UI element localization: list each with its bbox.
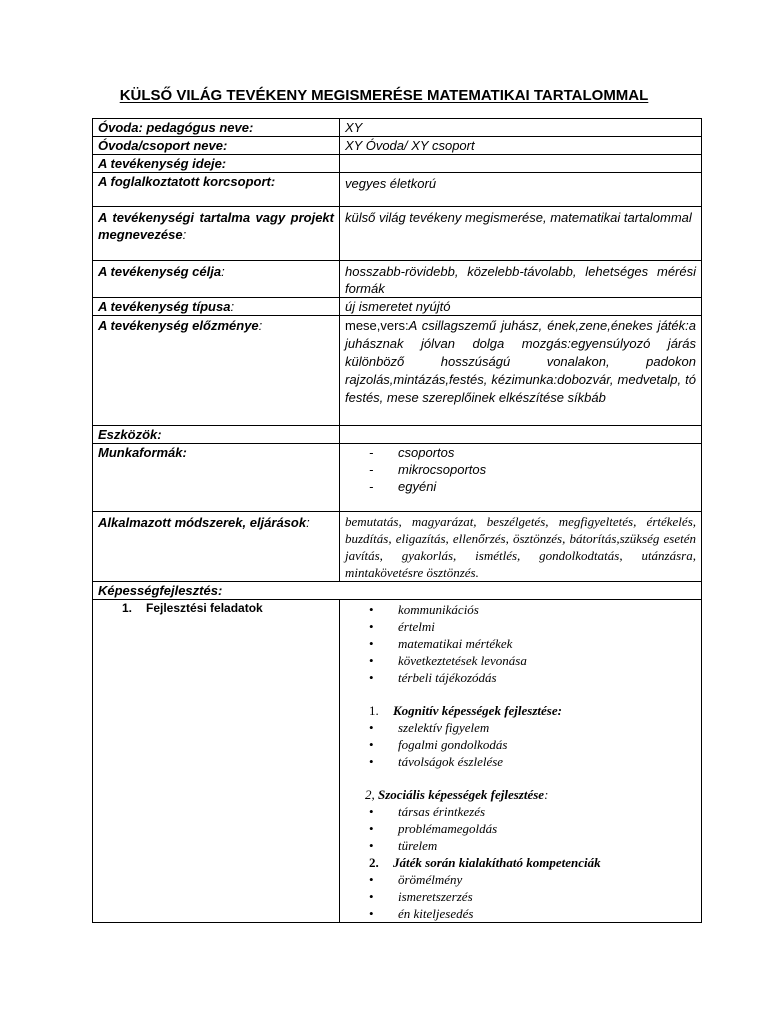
label-fejlesztesi (93, 600, 340, 923)
list-item: • problémamegoldás (369, 820, 696, 837)
label-korcsoport: A foglalkoztatott korcsoport: (93, 173, 340, 207)
kognitiv-num: 1. (369, 703, 379, 718)
row-modszerek (93, 512, 702, 582)
value-pedagogus: XY (340, 119, 702, 137)
label-csoport: Óvoda/csoport neve: (93, 137, 340, 155)
szocialis-heading (345, 786, 696, 803)
szocialis-colon: : (544, 787, 549, 802)
list-item: - egyéni (369, 478, 696, 495)
label-elozmenye-text: A tevékenység előzménye (98, 318, 259, 333)
value-munkaformak (340, 444, 702, 512)
fejlesztesi-list-d (345, 871, 696, 922)
value-elozmenye-prefix: mese,vers: (345, 318, 409, 333)
fejlesztesi-label: Fejlesztési feladatok (146, 601, 263, 615)
label-modszerek-colon: : (306, 515, 310, 530)
row-korcsoport (93, 173, 702, 207)
value-elozmenye (340, 316, 702, 426)
value-tipusa: új ismeretet nyújtó (340, 298, 702, 316)
label-pedagogus: Óvoda: pedagógus neve: (93, 119, 340, 137)
label-tipusa-text: A tevékenység típusa (98, 299, 231, 314)
list-item: • kommunikációs (369, 601, 696, 618)
szocialis-num: 2, (365, 787, 375, 802)
row-munkaformak (93, 444, 702, 512)
list-item: • szelektív figyelem (369, 719, 696, 736)
label-celja (93, 261, 340, 298)
jatek-heading (345, 854, 696, 871)
list-item: • matematikai mértékek (369, 635, 696, 652)
list-item: • fogalmi gondolkodás (369, 736, 696, 753)
label-ideje: A tevékenység ideje: (93, 155, 340, 173)
lesson-plan-table (92, 118, 702, 923)
row-kepesseg (93, 582, 702, 600)
list-item: • türelem (369, 837, 696, 854)
munkaformak-list (345, 444, 696, 495)
label-kepesseg: Képességfejlesztés: (93, 582, 702, 600)
list-item: • ismeretszerzés (369, 888, 696, 905)
fejlesztesi-heading (98, 600, 334, 617)
fejlesztesi-list-b (345, 719, 696, 770)
label-tipusa (93, 298, 340, 316)
row-elozmenye (93, 316, 702, 426)
list-item: • távolságok észlelése (369, 753, 696, 770)
value-elozmenye-rest: A csillagszemű juhász, ének,zene,énekes játék:a juhásznak jólvan dolga mozgás:egyensúlyozó járás különböző hosszúságú vonalakon, padokon rajzolás,mintázás,festés, kézimunka:dobozvár, medvetalp, tó festés, mese szereplőinek elkészítése síkbáb (345, 318, 696, 405)
row-csoport (93, 137, 702, 155)
list-item: • társas érintkezés (369, 803, 696, 820)
label-munkaformak: Munkaformák: (93, 444, 340, 512)
document-title: KÜLSŐ VILÁG TEVÉKENY MEGISMERÉSE MATEMATIKAI TARTALOMMAL (119, 87, 649, 104)
szocialis-title: Szociális képességek fejlesztése (378, 787, 545, 802)
list-item: - csoportos (369, 444, 696, 461)
list-item: • örömélmény (369, 871, 696, 888)
label-elozmenye-colon: : (258, 318, 263, 333)
value-celja: hosszabb-rövidebb, közelebb-távolabb, lehetséges mérési formák (340, 261, 702, 298)
label-eszkozok: Eszközök: (93, 426, 340, 444)
value-tartalma: külső világ tevékeny megismerése, matematikai tartalommal (340, 207, 702, 261)
row-pedagogus (93, 119, 702, 137)
label-celja-text: A tevékenység célja (98, 264, 222, 279)
value-fejlesztesi (340, 600, 702, 923)
label-modszerek-text: Alkalmazott módszerek, eljárások (98, 515, 307, 530)
label-tartalma-colon: : (182, 227, 187, 242)
fejlesztesi-list-c (345, 803, 696, 854)
value-modszerek: bemutatás, magyarázat, beszélgetés, megfigyeltetés, értékelés, buzdítás, eligazítás, ellenőrzés, ösztönzés, bátorítás,szükség esetén javítás, gyakorlás, ismétlés, gondolkodtatás, utánzásra, mintakövetésre ösztönzés. (340, 512, 702, 582)
fejlesztesi-list-a (345, 601, 696, 686)
fejlesztesi-num: 1. (122, 601, 133, 615)
kognitiv-heading (345, 702, 696, 719)
row-tartalma (93, 207, 702, 261)
label-tartalma-text: A tevékenységi tartalma vagy projekt megnevezése (98, 210, 334, 242)
label-celja-colon: : (221, 264, 225, 279)
value-korcsoport: vegyes életkorú (340, 173, 702, 207)
list-item: • következtetések levonása (369, 652, 696, 669)
list-item: • én kiteljesedés (369, 905, 696, 922)
list-item: - mikrocsoportos (369, 461, 696, 478)
row-fejlesztesi (93, 600, 702, 923)
value-csoport: XY Óvoda/ XY csoport (340, 137, 702, 155)
value-eszkozok (340, 426, 702, 444)
row-celja (93, 261, 702, 298)
jatek-title: Játék során kialakítható kompetenciák (393, 855, 601, 870)
list-item: • értelmi (369, 618, 696, 635)
label-modszerek (93, 512, 340, 582)
row-ideje (93, 155, 702, 173)
value-ideje (340, 155, 702, 173)
jatek-num: 2. (369, 855, 379, 870)
list-item: • térbeli tájékozódás (369, 669, 696, 686)
row-tipusa (93, 298, 702, 316)
kognitiv-title: Kognitív képességek fejlesztése: (393, 703, 562, 718)
row-eszkozok (93, 426, 702, 444)
label-tipusa-colon: : (230, 299, 235, 314)
label-elozmenye (93, 316, 340, 426)
label-tartalma (93, 207, 340, 261)
